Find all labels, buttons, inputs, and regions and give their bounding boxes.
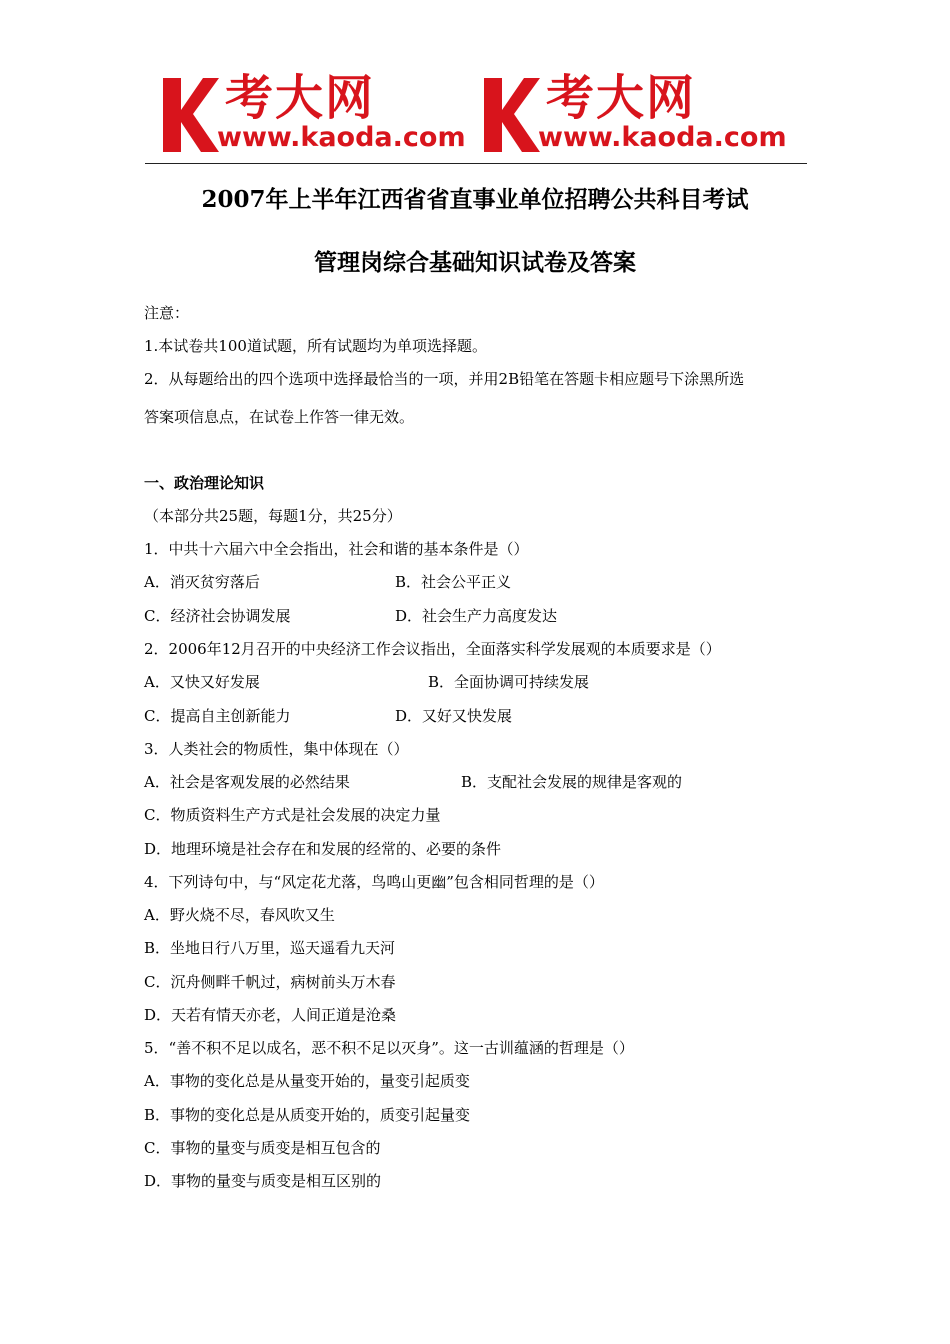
question-stem: 2．2006年12月召开的中央经济工作会议指出，全面落实科学发展观的本质要求是（） <box>144 640 721 658</box>
option-d: D．地理环境是社会存在和发展的经常的、必要的条件 <box>144 840 502 858</box>
option-b: B．社会公平正义 <box>395 573 512 591</box>
k-logo-icon <box>480 76 542 154</box>
option-row <box>144 571 512 593</box>
k-logo-icon <box>159 76 221 154</box>
option-b: B．事物的变化总是从质变开始的，质变引起量变 <box>144 1106 471 1124</box>
option-d: D．事物的量变与质变是相互区别的 <box>144 1172 382 1190</box>
option-b: B．坐地日行八万里，巡天遥看九天河 <box>144 939 396 957</box>
section-heading: 一、政治理论知识 <box>144 474 265 492</box>
option-row <box>144 605 558 627</box>
option-c: C．事物的量变与质变是相互包含的 <box>144 1139 381 1157</box>
section-info: （本部分共25题，每题1分，共25分） <box>144 507 402 525</box>
kaoda-logo[interactable] <box>159 70 479 158</box>
question-stem: 1．中共十六届六中全会指出，社会和谐的基本条件是（） <box>144 540 529 558</box>
option-row <box>144 705 513 727</box>
note-item-2-line2: 答案项信息点，在试卷上作答一律无效。 <box>144 408 415 426</box>
kaoda-logo[interactable] <box>480 70 800 158</box>
notes-heading: 注意： <box>144 304 190 322</box>
option-c: C．物质资料生产方式是社会发展的决定力量 <box>144 806 441 824</box>
question-stem: 5．“善不积不足以成名，恶不积不足以灭身”。这一古训蕴涵的哲理是（） <box>144 1039 634 1057</box>
header-divider <box>145 163 807 164</box>
option-d: D．天若有情天亦老，人间正道是沧桑 <box>144 1006 397 1024</box>
option-d: D．社会生产力高度发达 <box>395 607 558 625</box>
option-b: B．支配社会发展的规律是客观的 <box>461 773 683 791</box>
document-title-line1: 2007年上半年江西省省直事业单位招聘公共科目考试 <box>201 186 749 213</box>
logo-brand-text: 考大网 <box>546 70 697 126</box>
logo-brand-text: 考大网 <box>225 70 376 126</box>
option-c: C．经济社会协调发展 <box>144 607 291 625</box>
document-title-line2: 管理岗综合基础知识试卷及答案 <box>314 249 636 276</box>
question-stem: 4．下列诗句中，与“风定花尤落，鸟鸣山更幽”包含相同哲理的是（） <box>144 873 604 891</box>
note-item-2-line1: 2．从每题给出的四个选项中选择最恰当的一项，并用2B铅笔在答题卡相应题号下涂黑所选 <box>144 370 745 388</box>
option-row <box>144 671 590 693</box>
option-d: D．又好又快发展 <box>395 707 513 725</box>
option-c: C．提高自主创新能力 <box>144 707 291 725</box>
option-a: A．社会是客观发展的必然结果 <box>144 773 350 791</box>
option-b: B．全面协调可持续发展 <box>428 673 590 691</box>
option-a: A．又快又好发展 <box>144 673 260 691</box>
question-stem: 3．人类社会的物质性，集中体现在（） <box>144 740 409 758</box>
option-c: C．沉舟侧畔千帆过，病树前头万木春 <box>144 973 396 991</box>
note-item-1: 1.本试卷共100道试题，所有试题均为单项选择题。 <box>144 337 487 355</box>
option-a: A．事物的变化总是从量变开始的，量变引起质变 <box>144 1072 470 1090</box>
option-a: A．消灭贫穷落后 <box>144 573 260 591</box>
logo-url-text: www.kaoda.com <box>217 122 466 153</box>
option-row <box>144 771 683 793</box>
logo-url-text: www.kaoda.com <box>538 122 787 153</box>
page-header <box>145 70 807 162</box>
option-a: A．野火烧不尽，春风吹又生 <box>144 906 335 924</box>
